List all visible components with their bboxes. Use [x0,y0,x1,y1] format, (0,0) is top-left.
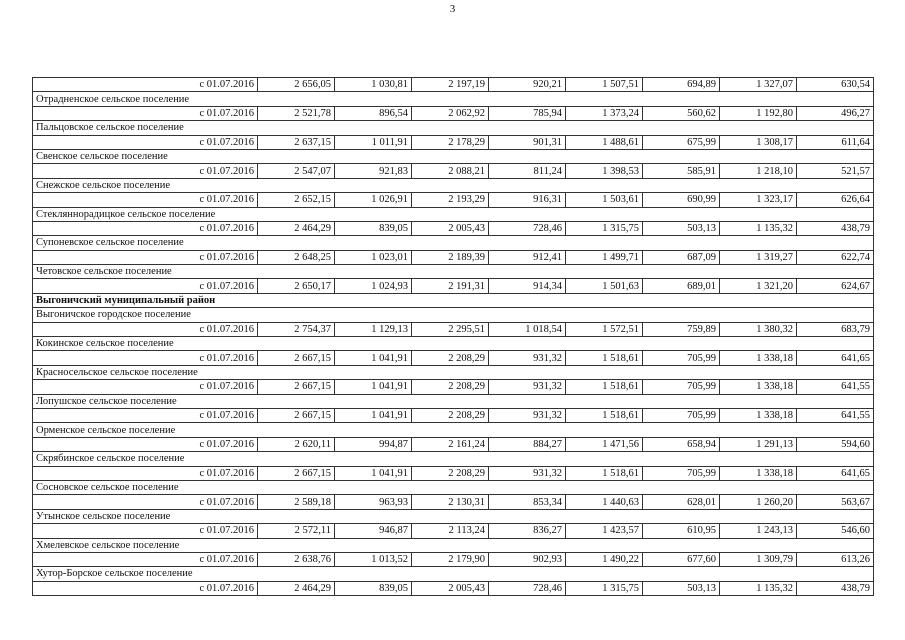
settlement-header-row [33,92,874,106]
tariff-value-cell: 836,27 [489,524,566,538]
tariff-value-cell: 2 652,15 [258,193,335,207]
district-name: Выгоничский муниципальный район [33,293,874,307]
tariff-value-cell: 613,26 [797,552,874,566]
settlement-name: Утынское сельское поселение [33,509,874,523]
tariff-value-cell: 1 338,18 [720,351,797,365]
tariff-value-cell: 2 208,29 [412,351,489,365]
tariff-value-cell: 1 030,81 [335,78,412,92]
settlement-header-row [33,149,874,163]
effective-date-cell: с 01.07.2016 [33,164,258,178]
table-row [33,221,874,235]
tariff-value-cell: 1 518,61 [566,408,643,422]
tariff-value-cell: 2 295,51 [412,322,489,336]
table-row [33,581,874,595]
settlement-name: Пальцовское сельское поселение [33,121,874,135]
effective-date-cell: с 01.07.2016 [33,106,258,120]
tariff-value-cell: 2 667,15 [258,380,335,394]
tariff-value-cell: 931,32 [489,380,566,394]
tariff-value-cell: 2 208,29 [412,380,489,394]
effective-date-cell: с 01.07.2016 [33,437,258,451]
table-row [33,164,874,178]
tariff-value-cell: 2 637,15 [258,135,335,149]
tariff-value-cell: 1 518,61 [566,466,643,480]
tariff-value-cell: 585,91 [643,164,720,178]
tariff-value-cell: 1 308,17 [720,135,797,149]
tariff-value-cell: 563,67 [797,495,874,509]
settlement-header-row [33,365,874,379]
tariff-value-cell: 853,34 [489,495,566,509]
settlement-header-row [33,236,874,250]
table-body [33,78,874,596]
settlement-header-row [33,538,874,552]
tariff-value-cell: 1 135,32 [720,581,797,595]
settlement-name: Супоневское сельское поселение [33,236,874,250]
tariff-value-cell: 1 291,13 [720,437,797,451]
settlement-name: Отрадненское сельское поселение [33,92,874,106]
tariff-value-cell: 1 380,32 [720,322,797,336]
tariff-value-cell: 546,60 [797,524,874,538]
tariff-value-cell: 610,95 [643,524,720,538]
tariff-value-cell: 2 464,29 [258,581,335,595]
tariff-value-cell: 1 518,61 [566,380,643,394]
tariff-value-cell: 2 656,05 [258,78,335,92]
table-row [33,106,874,120]
effective-date-cell: с 01.07.2016 [33,351,258,365]
tariff-value-cell: 677,60 [643,552,720,566]
tariff-value-cell: 2 178,29 [412,135,489,149]
settlement-header-row [33,480,874,494]
tariff-value-cell: 1 338,18 [720,466,797,480]
tariff-value-cell: 1 327,07 [720,78,797,92]
tariff-value-cell: 1 218,10 [720,164,797,178]
tariff-value-cell: 1 041,91 [335,351,412,365]
tariff-value-cell: 626,64 [797,193,874,207]
settlement-header-row [33,509,874,523]
tariff-value-cell: 1 041,91 [335,380,412,394]
settlement-name: Стекляннорадицкое сельское поселение [33,207,874,221]
tariff-value-cell: 884,27 [489,437,566,451]
tariff-value-cell: 690,99 [643,193,720,207]
tariff-value-cell: 641,55 [797,408,874,422]
settlement-name: Кокинское сельское поселение [33,337,874,351]
tariff-value-cell: 622,74 [797,250,874,264]
tariff-value-cell: 811,24 [489,164,566,178]
tariff-value-cell: 594,60 [797,437,874,451]
table-row [33,279,874,293]
tariff-value-cell: 503,13 [643,581,720,595]
tariff-value-cell: 2 193,29 [412,193,489,207]
tariff-value-cell: 2 620,11 [258,437,335,451]
tariff-value-cell: 1 023,01 [335,250,412,264]
tariff-value-cell: 1 026,91 [335,193,412,207]
settlement-header-row [33,423,874,437]
table-row [33,322,874,336]
tariff-value-cell: 912,41 [489,250,566,264]
tariff-value-cell: 658,94 [643,437,720,451]
tariff-value-cell: 2 572,11 [258,524,335,538]
tariff-value-cell: 694,89 [643,78,720,92]
tariff-value-cell: 2 667,15 [258,351,335,365]
tariff-value-cell: 931,32 [489,466,566,480]
effective-date-cell: с 01.07.2016 [33,250,258,264]
tariff-value-cell: 687,09 [643,250,720,264]
table-row [33,408,874,422]
tariff-value-cell: 1 373,24 [566,106,643,120]
tariff-value-cell: 1 018,54 [489,322,566,336]
effective-date-cell: с 01.07.2016 [33,221,258,235]
tariff-value-cell: 705,99 [643,408,720,422]
tariff-value-cell: 1 338,18 [720,380,797,394]
tariff-value-cell: 1 041,91 [335,408,412,422]
effective-date-cell: с 01.07.2016 [33,524,258,538]
tariff-value-cell: 630,54 [797,78,874,92]
tariff-value-cell: 560,62 [643,106,720,120]
tariff-value-cell: 1 013,52 [335,552,412,566]
tariff-value-cell: 438,79 [797,581,874,595]
tariff-value-cell: 2 179,90 [412,552,489,566]
tariff-value-cell: 641,65 [797,351,874,365]
tariff-value-cell: 1 192,80 [720,106,797,120]
tariff-value-cell: 2 062,92 [412,106,489,120]
tariff-value-cell: 2 650,17 [258,279,335,293]
settlement-name: Хмелевское сельское поселение [33,538,874,552]
effective-date-cell: с 01.07.2016 [33,380,258,394]
tariff-value-cell: 728,46 [489,581,566,595]
tariff-value-cell: 675,99 [643,135,720,149]
tariff-value-cell: 785,94 [489,106,566,120]
tariff-value-cell: 1 321,20 [720,279,797,293]
table-row [33,437,874,451]
tariff-value-cell: 1 490,22 [566,552,643,566]
settlement-name: Свенское сельское поселение [33,149,874,163]
tariff-value-cell: 901,31 [489,135,566,149]
table-row [33,135,874,149]
tariff-value-cell: 2 547,07 [258,164,335,178]
tariff-value-cell: 2 754,37 [258,322,335,336]
tariff-value-cell: 705,99 [643,466,720,480]
tariff-value-cell: 1 129,13 [335,322,412,336]
tariff-value-cell: 1 041,91 [335,466,412,480]
tariff-value-cell: 1 319,27 [720,250,797,264]
tariff-value-cell: 916,31 [489,193,566,207]
tariff-value-cell: 2 088,21 [412,164,489,178]
tariff-value-cell: 759,89 [643,322,720,336]
table-row [33,193,874,207]
tariff-value-cell: 914,34 [489,279,566,293]
tariff-value-cell: 2 648,25 [258,250,335,264]
settlement-name: Снежское сельское поселение [33,178,874,192]
settlement-header-row [33,337,874,351]
effective-date-cell: с 01.07.2016 [33,408,258,422]
table-row [33,380,874,394]
tariff-value-cell: 1 499,71 [566,250,643,264]
tariff-value-cell: 628,01 [643,495,720,509]
tariff-value-cell: 920,21 [489,78,566,92]
tariff-value-cell: 624,67 [797,279,874,293]
tariff-value-cell: 2 161,24 [412,437,489,451]
tariff-value-cell: 2 464,29 [258,221,335,235]
tariff-value-cell: 1 243,13 [720,524,797,538]
tariff-value-cell: 689,01 [643,279,720,293]
settlement-header-row [33,178,874,192]
tariff-value-cell: 1 323,17 [720,193,797,207]
tariff-value-cell: 839,05 [335,581,412,595]
tariff-value-cell: 2 521,78 [258,106,335,120]
effective-date-cell: с 01.07.2016 [33,466,258,480]
tariff-value-cell: 1 440,63 [566,495,643,509]
tariff-value-cell: 611,64 [797,135,874,149]
tariff-value-cell: 2 589,18 [258,495,335,509]
tariff-value-cell: 1 518,61 [566,351,643,365]
table-row [33,524,874,538]
tariff-value-cell: 1 011,91 [335,135,412,149]
tariff-value-cell: 1 501,63 [566,279,643,293]
tariff-value-cell: 496,27 [797,106,874,120]
tariff-value-cell: 1 423,57 [566,524,643,538]
tariff-table [32,77,874,596]
effective-date-cell: с 01.07.2016 [33,279,258,293]
tariff-value-cell: 896,54 [335,106,412,120]
settlement-name: Красносельское сельское поселение [33,365,874,379]
settlement-name: Хутор-Борское сельское поселение [33,567,874,581]
tariff-value-cell: 503,13 [643,221,720,235]
tariff-value-cell: 963,93 [335,495,412,509]
tariff-value-cell: 902,93 [489,552,566,566]
tariff-value-cell: 931,32 [489,351,566,365]
table-row [33,495,874,509]
tariff-value-cell: 438,79 [797,221,874,235]
table-row [33,78,874,92]
tariff-value-cell: 521,57 [797,164,874,178]
tariff-value-cell: 1 260,20 [720,495,797,509]
effective-date-cell: с 01.07.2016 [33,495,258,509]
settlement-name: Лопушское сельское поселение [33,394,874,408]
settlement-header-row [33,567,874,581]
settlement-name: Четовское сельское поселение [33,265,874,279]
tariff-value-cell: 728,46 [489,221,566,235]
tariff-value-cell: 2 667,15 [258,408,335,422]
tariff-value-cell: 1 338,18 [720,408,797,422]
settlement-name: Скрябинское сельское поселение [33,452,874,466]
tariff-value-cell: 1 024,93 [335,279,412,293]
settlement-name: Сосновское сельское поселение [33,480,874,494]
settlement-header-row [33,452,874,466]
tariff-value-cell: 1 315,75 [566,221,643,235]
tariff-value-cell: 2 638,76 [258,552,335,566]
tariff-value-cell: 2 005,43 [412,221,489,235]
settlement-header-row [33,394,874,408]
tariff-value-cell: 1 507,51 [566,78,643,92]
tariff-value-cell: 2 208,29 [412,408,489,422]
tariff-value-cell: 2 113,24 [412,524,489,538]
tariff-value-cell: 994,87 [335,437,412,451]
tariff-value-cell: 946,87 [335,524,412,538]
tariff-value-cell: 2 005,43 [412,581,489,595]
settlement-name: Орменское сельское поселение [33,423,874,437]
effective-date-cell: с 01.07.2016 [33,135,258,149]
tariff-value-cell: 2 208,29 [412,466,489,480]
settlement-header-row [33,308,874,322]
tariff-value-cell: 705,99 [643,351,720,365]
tariff-value-cell: 705,99 [643,380,720,394]
tariff-value-cell: 2 130,31 [412,495,489,509]
tariff-value-cell: 2 197,19 [412,78,489,92]
tariff-value-cell: 1 398,53 [566,164,643,178]
effective-date-cell: с 01.07.2016 [33,581,258,595]
table-row [33,552,874,566]
tariff-value-cell: 2 191,31 [412,279,489,293]
tariff-value-cell: 1 572,51 [566,322,643,336]
tariff-value-cell: 1 135,32 [720,221,797,235]
effective-date-cell: с 01.07.2016 [33,552,258,566]
tariff-value-cell: 1 315,75 [566,581,643,595]
table-row [33,250,874,264]
tariff-value-cell: 921,83 [335,164,412,178]
tariff-value-cell: 2 667,15 [258,466,335,480]
table-row [33,466,874,480]
tariff-value-cell: 1 488,61 [566,135,643,149]
settlement-name: Выгоничское городское поселение [33,308,874,322]
settlement-header-row [33,207,874,221]
tariff-value-cell: 2 189,39 [412,250,489,264]
effective-date-cell: с 01.07.2016 [33,193,258,207]
tariff-value-cell: 683,79 [797,322,874,336]
table-row [33,351,874,365]
tariff-value-cell: 1 309,79 [720,552,797,566]
page-number: 3 [449,3,456,15]
effective-date-cell: с 01.07.2016 [33,78,258,92]
settlement-header-row [33,121,874,135]
tariff-value-cell: 641,65 [797,466,874,480]
tariff-value-cell: 641,55 [797,380,874,394]
tariff-value-cell: 1 503,61 [566,193,643,207]
tariff-value-cell: 839,05 [335,221,412,235]
district-header-row [33,293,874,307]
tariff-value-cell: 931,32 [489,408,566,422]
settlement-header-row [33,265,874,279]
effective-date-cell: с 01.07.2016 [33,322,258,336]
tariff-value-cell: 1 471,56 [566,437,643,451]
